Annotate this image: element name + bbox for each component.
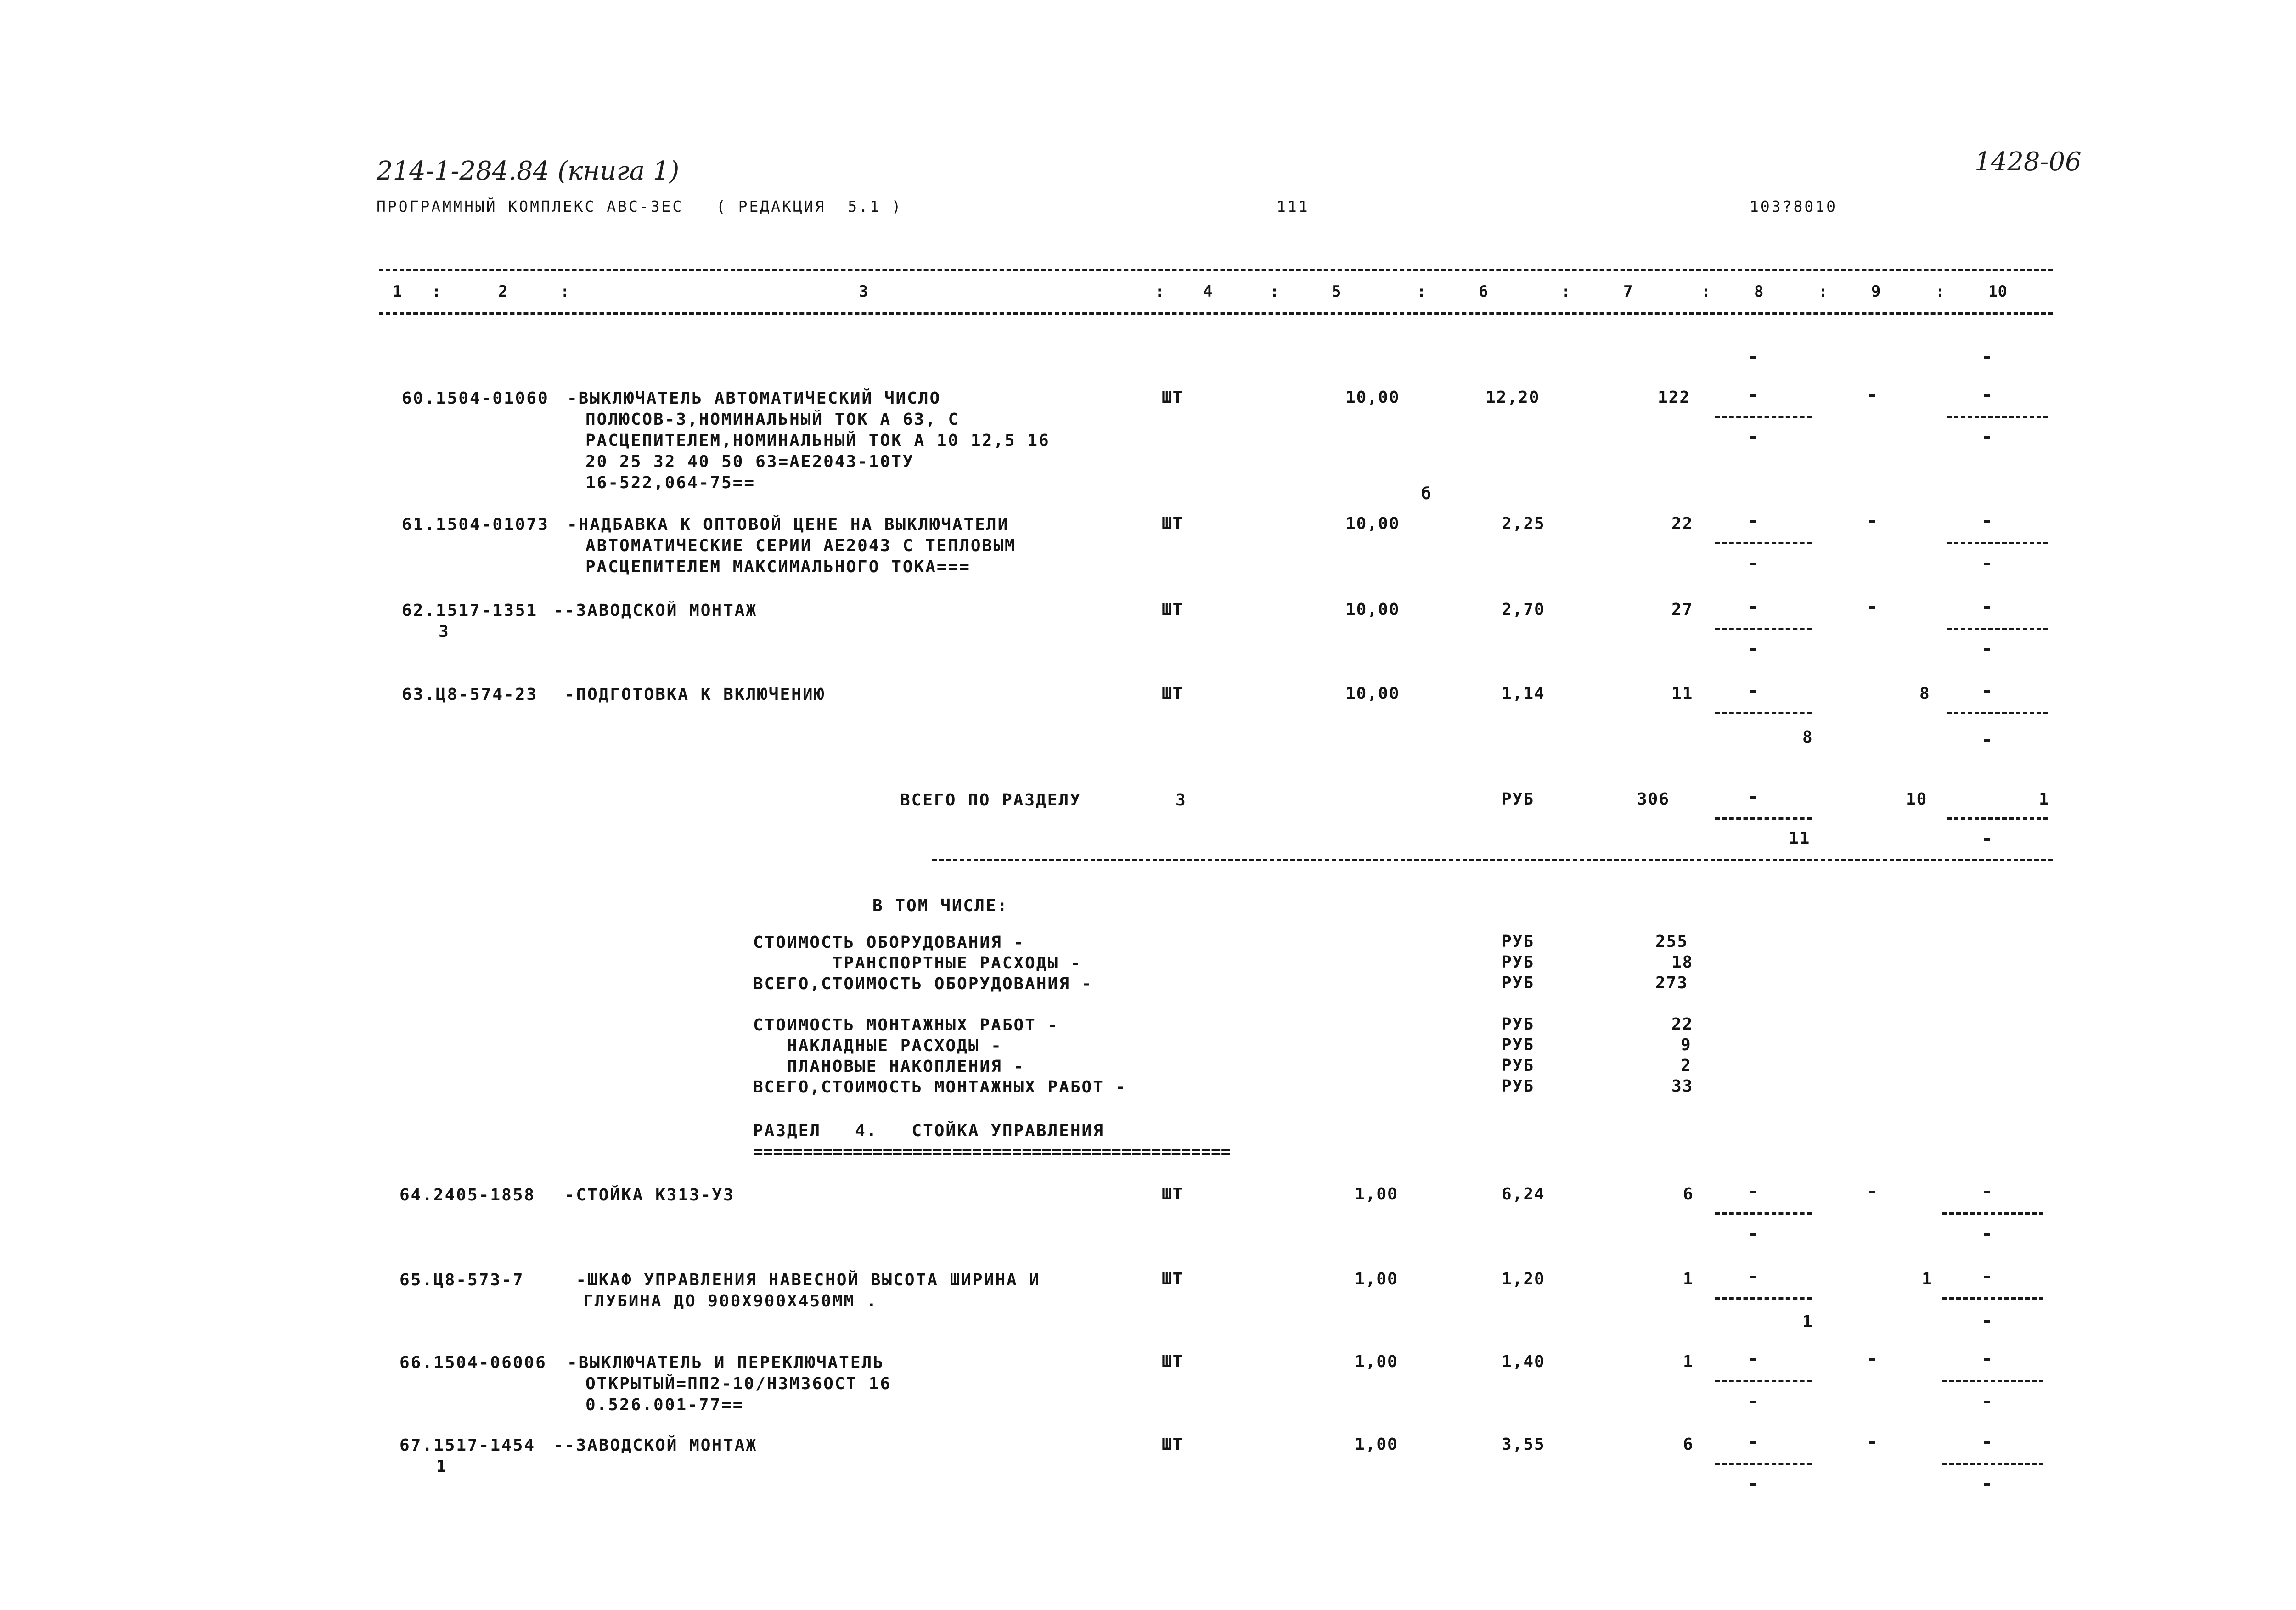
cell-dash <box>1869 1191 1875 1193</box>
item-price: 2,25 <box>1502 514 1545 533</box>
including-value: 18 <box>1671 953 1694 972</box>
item-description-line: 20 25 32 40 50 63=АЕ2043-10ТУ <box>585 452 914 471</box>
including-value: 9 <box>1681 1036 1692 1054</box>
cell-dash <box>1984 1276 1990 1278</box>
item-description-line: -СТОЙКА К313-У3 <box>553 1186 735 1205</box>
including-label: ТРАНСПОРТНЫЕ РАСХОДЫ - <box>753 954 1082 973</box>
item-quantity: 1,00 <box>1355 1435 1398 1454</box>
item-description-line: АВТОМАТИЧЕСКИЕ СЕРИИ АЕ2043 С ТЕПЛОВЫМ <box>585 536 1016 555</box>
including-value: 255 <box>1655 932 1688 951</box>
section-heading: РАЗДЕЛ 4. СТОЙКА УПРАВЛЕНИЯ <box>753 1121 1104 1140</box>
item-quantity: 10,00 <box>1345 684 1400 703</box>
item-code: 66.1504-06006 <box>400 1353 547 1372</box>
cell-dash <box>1984 606 1990 609</box>
section-total-col10: 1 <box>2039 790 2050 809</box>
item-sum: 1 <box>1683 1270 1694 1289</box>
item-description-line: --ЗАВОДСКОЙ МОНТАЖ <box>553 1436 758 1455</box>
including-unit: РУБ <box>1502 1056 1535 1075</box>
cell-rule <box>1715 628 1812 630</box>
item-description-line: ПОЛЮСОВ-3,НОМИНАЛЬНЫЙ ТОК А 63, С <box>585 410 960 429</box>
column-header: 6 <box>1479 282 1488 301</box>
item-price: 1,14 <box>1502 684 1545 703</box>
item-sum: 22 <box>1671 514 1694 533</box>
item-description-line: --ЗАВОДСКОЙ МОНТАЖ <box>553 601 758 620</box>
cell-dash <box>1869 520 1875 523</box>
cell-dash <box>1750 648 1756 651</box>
column-separator: : <box>1561 282 1571 301</box>
item-sum: 27 <box>1671 600 1694 619</box>
cell-dash <box>1984 1401 1990 1403</box>
item-quantity: 10,00 <box>1345 388 1400 407</box>
item-col8-below: 1 <box>1802 1312 1813 1331</box>
including-value: 33 <box>1671 1077 1694 1096</box>
column-separator: : <box>1936 282 1945 301</box>
item-unit: ШТ <box>1162 600 1184 619</box>
cell-dash <box>1984 838 1990 841</box>
page-number: 111 <box>1277 197 1310 215</box>
including-value: 273 <box>1655 974 1688 992</box>
cell-rule <box>1715 1212 1812 1215</box>
section-heading-underline: ================================================ <box>753 1143 1231 1161</box>
cell-dash <box>1750 520 1756 523</box>
item-description-line: -ВЫКЛЮЧАТЕЛЬ И ПЕРЕКЛЮЧАТЕЛЬ <box>567 1353 884 1372</box>
section-total-col9: 10 <box>1906 790 1928 809</box>
cell-dash <box>1750 1401 1756 1403</box>
cell-dash <box>1750 436 1756 439</box>
item-unit: ШТ <box>1162 514 1184 533</box>
including-unit: РУБ <box>1502 1077 1535 1096</box>
column-separator: : <box>432 282 441 301</box>
item-code: 67.1517-1454 <box>400 1436 536 1455</box>
cell-dash <box>1869 1358 1875 1361</box>
cell-rule <box>1715 1463 1812 1465</box>
item-price: 1,20 <box>1502 1270 1545 1289</box>
cell-rule <box>1947 712 2048 714</box>
cell-dash <box>1984 1358 1990 1361</box>
item-subnumber: 3 <box>439 622 450 641</box>
item-code: 64.2405-1858 <box>400 1186 536 1205</box>
cell-dash <box>1750 1276 1756 1278</box>
cell-dash <box>1984 1320 1990 1323</box>
including-label: ВСЕГО,СТОИМОСТЬ МОНТАЖНЫХ РАБОТ - <box>753 1078 1127 1097</box>
cell-dash <box>1750 1191 1756 1193</box>
column-header: 8 <box>1754 282 1764 301</box>
item-subnumber: 1 <box>436 1457 448 1476</box>
section-total-sum: 306 <box>1637 790 1670 809</box>
cell-rule <box>1715 1380 1812 1382</box>
including-label: СТОИМОСТЬ МОНТАЖНЫХ РАБОТ - <box>753 1016 1059 1035</box>
header-rule-bottom <box>379 312 2053 315</box>
cell-dash <box>1750 796 1756 799</box>
cell-rule <box>1715 416 1812 418</box>
column-separator: : <box>1417 282 1426 301</box>
column-separator: : <box>1701 282 1711 301</box>
cell-dash <box>1750 690 1756 693</box>
cell-dash <box>1984 739 1990 742</box>
item-unit: ШТ <box>1162 1185 1184 1204</box>
cell-rule <box>1715 712 1812 714</box>
item-code: 61.1504-01073 <box>402 515 549 534</box>
item-description-line: РАСЦЕПИТЕЛЕМ,НОМИНАЛЬНЫЙ ТОК А 10 12,5 16 <box>585 431 1050 450</box>
item-description-line: 16-522,064-75== <box>585 473 756 492</box>
item-description-line: 0.526.001-77== <box>585 1396 744 1414</box>
column-header: 10 <box>1988 282 2007 301</box>
cell-dash <box>1984 394 1990 397</box>
item-sum: 11 <box>1671 684 1694 703</box>
item-description-line: ОТКРЫТЫЙ=ПП2-10/Н3М36ОСТ 16 <box>585 1374 892 1393</box>
cell-rule <box>1942 1212 2043 1215</box>
cell-rule <box>1942 1297 2043 1300</box>
section-total-col8-below: 11 <box>1789 829 1811 848</box>
cell-dash <box>1750 356 1756 359</box>
cell-dash <box>1984 436 1990 439</box>
cell-dash <box>1750 1441 1756 1444</box>
cell-rule <box>1715 817 1812 820</box>
column-separator: : <box>1155 282 1165 301</box>
column-header: 7 <box>1623 282 1633 301</box>
item-code: 60.1504-01060 <box>402 389 549 408</box>
section-total-unit: РУБ <box>1502 790 1535 809</box>
cell-dash <box>1984 356 1990 359</box>
column-header: 4 <box>1203 282 1213 301</box>
including-label: НАКЛАДНЫЕ РАСХОДЫ - <box>753 1036 1002 1055</box>
item-description-line: -НАДБАВКА К ОПТОВОЙ ЦЕНЕ НА ВЫКЛЮЧАТЕЛИ <box>567 515 1009 534</box>
including-unit: РУБ <box>1502 932 1535 951</box>
section-total-label: ВСЕГО ПО РАЗДЕЛУ <box>900 791 1081 810</box>
item-unit: ШТ <box>1162 1435 1184 1454</box>
cell-dash <box>1984 1483 1990 1486</box>
cell-rule <box>1715 542 1812 544</box>
item-unit: ШТ <box>1162 1352 1184 1371</box>
cell-rule <box>1947 416 2048 418</box>
cell-rule <box>1715 1297 1812 1300</box>
item-price: 12,20 <box>1486 388 1540 407</box>
item-description-line: РАСЦЕПИТЕЛЕМ МАКСИМАЛЬНОГО ТОКА=== <box>585 557 971 576</box>
cell-dash <box>1984 563 1990 565</box>
cell-dash <box>1984 1441 1990 1444</box>
item-description-line: -ПОДГОТОВКА К ВКЛЮЧЕНИЮ <box>553 685 826 704</box>
item-col8-below: 8 <box>1802 728 1813 747</box>
item-unit: ШТ <box>1162 1270 1184 1289</box>
item-col9: 8 <box>1919 684 1930 703</box>
cell-dash <box>1869 606 1875 609</box>
stray-mark: б <box>1421 484 1432 503</box>
handwritten-number: 1428-06 <box>1975 147 2082 177</box>
cell-rule <box>1947 628 2048 630</box>
section-total-number: 3 <box>1176 791 1187 810</box>
item-quantity: 10,00 <box>1345 600 1400 619</box>
cell-dash <box>1750 1358 1756 1361</box>
item-code: 63.Ц8-574-23 <box>402 685 538 704</box>
item-sum: 1 <box>1683 1352 1694 1371</box>
item-price: 3,55 <box>1502 1435 1545 1454</box>
item-sum: 122 <box>1658 388 1691 407</box>
item-price: 1,40 <box>1502 1352 1545 1371</box>
cell-dash <box>1750 394 1756 397</box>
including-value: 22 <box>1671 1015 1694 1034</box>
item-unit: ШТ <box>1162 388 1184 407</box>
column-header: 1 <box>393 282 402 301</box>
including-label: ПЛАНОВЫЕ НАКОПЛЕНИЯ - <box>753 1057 1025 1076</box>
item-quantity: 1,00 <box>1355 1185 1398 1204</box>
including-unit: РУБ <box>1502 1015 1535 1034</box>
cell-rule <box>1942 1463 2043 1465</box>
item-price: 6,24 <box>1502 1185 1545 1204</box>
item-unit: ШТ <box>1162 684 1184 703</box>
cell-dash <box>1984 648 1990 651</box>
column-separator: : <box>560 282 570 301</box>
including-label: СТОИМОСТЬ ОБОРУДОВАНИЯ - <box>753 933 1025 952</box>
item-description-line: -ШКАФ УПРАВЛЕНИЯ НАВЕСНОЙ ВЫСОТА ШИРИНА И <box>553 1271 1041 1289</box>
column-separator: : <box>1270 282 1279 301</box>
including-heading: В ТОМ ЧИСЛЕ: <box>872 896 1009 915</box>
including-value: 2 <box>1681 1056 1692 1075</box>
program-title: ПРОГРАММНЫЙ КОМПЛЕКС АВС-3ЕС ( РЕДАКЦИЯ 5.1 ) <box>377 197 903 215</box>
item-sum: 6 <box>1683 1435 1694 1454</box>
including-unit: РУБ <box>1502 1036 1535 1054</box>
cell-dash <box>1750 1483 1756 1486</box>
column-header: 5 <box>1332 282 1341 301</box>
column-header: 2 <box>498 282 508 301</box>
item-sum: 6 <box>1683 1185 1694 1204</box>
cell-rule <box>1942 1380 2043 1382</box>
cell-dash <box>1984 520 1990 523</box>
cell-dash <box>1984 1233 1990 1236</box>
column-header: 3 <box>859 282 868 301</box>
column-header: 9 <box>1871 282 1881 301</box>
cell-dash <box>1750 1233 1756 1236</box>
item-quantity: 1,00 <box>1355 1270 1398 1289</box>
cell-dash <box>1984 690 1990 693</box>
cell-dash <box>1869 394 1875 397</box>
cell-dash <box>1869 1441 1875 1444</box>
item-col9: 1 <box>1922 1270 1933 1289</box>
item-description-line: ГЛУБИНА ДО 900Х900Х450ММ . <box>583 1292 878 1311</box>
including-label: ВСЕГО,СТОИМОСТЬ ОБОРУДОВАНИЯ - <box>753 974 1093 993</box>
header-rule-top <box>379 269 2053 271</box>
item-description-line: -ВЫКЛЮЧАТЕЛЬ АВТОМАТИЧЕСКИЙ ЧИСЛО <box>567 389 941 408</box>
handwritten-reference: 214-1-284.84 (книга 1) <box>377 156 680 186</box>
including-unit: РУБ <box>1502 953 1535 972</box>
section-total-rule <box>932 859 2053 861</box>
item-code: 65.Ц8-573-7 <box>400 1271 524 1289</box>
column-separator: : <box>1818 282 1828 301</box>
cell-dash <box>1750 606 1756 609</box>
including-unit: РУБ <box>1502 974 1535 992</box>
item-quantity: 1,00 <box>1355 1352 1398 1371</box>
document-code: 103?8010 <box>1750 197 1837 215</box>
item-price: 2,70 <box>1502 600 1545 619</box>
cell-rule <box>1947 542 2048 544</box>
cell-dash <box>1984 1191 1990 1193</box>
item-quantity: 10,00 <box>1345 514 1400 533</box>
cell-rule <box>1947 817 2048 820</box>
item-code: 62.1517-1351 <box>402 601 538 620</box>
cell-dash <box>1750 563 1756 565</box>
